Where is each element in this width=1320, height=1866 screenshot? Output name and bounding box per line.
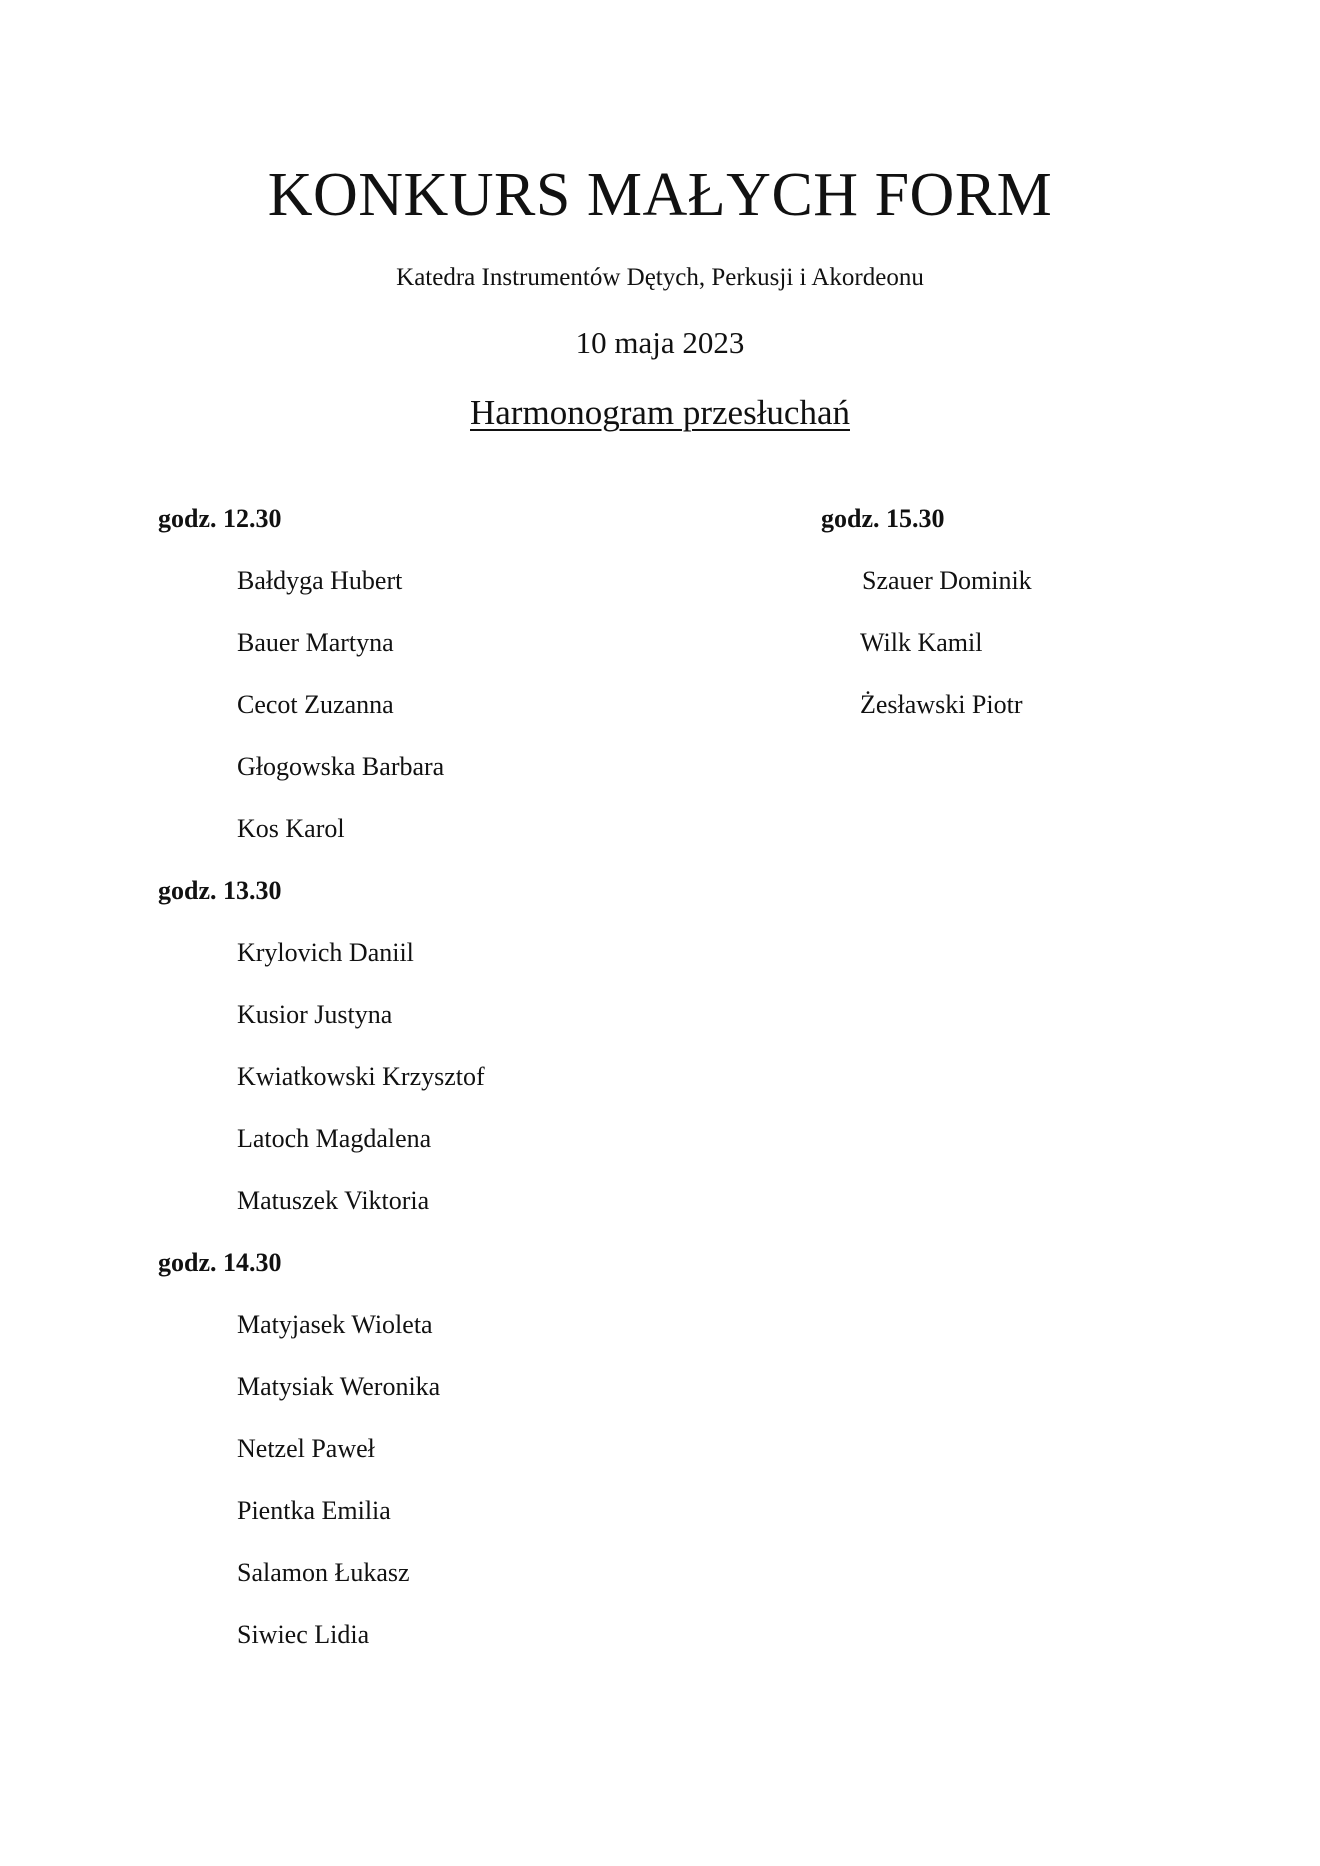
participant-name: Salamon Łukasz bbox=[237, 1558, 410, 1587]
time-slot-1530: godz. 15.30 bbox=[821, 504, 945, 533]
time-slot-1430: godz. 14.30 bbox=[158, 1248, 282, 1277]
participant-name: Krylovich Daniil bbox=[237, 938, 414, 967]
department-name: Katedra Instrumentów Dętych, Perkusji i Akordeonu bbox=[396, 264, 924, 291]
participant-name: Matysiak Weronika bbox=[237, 1372, 441, 1401]
schedule-heading-text: Harmonogram przesłuchań bbox=[470, 393, 850, 432]
participant-name: Siwiec Lidia bbox=[237, 1620, 370, 1649]
participant-name: Matuszek Viktoria bbox=[237, 1186, 430, 1215]
time-slot-1330: godz. 13.30 bbox=[158, 876, 282, 905]
participant-name: Wilk Kamil bbox=[860, 628, 983, 657]
participant-name: Bauer Martyna bbox=[237, 628, 394, 657]
participant-name: Bałdyga Hubert bbox=[237, 566, 403, 595]
document-title: KONKURS MAŁYCH FORM bbox=[267, 161, 1053, 229]
time-slot-1230: godz. 12.30 bbox=[158, 504, 282, 533]
participant-name: Kwiatkowski Krzysztof bbox=[237, 1062, 485, 1091]
participant-name: Żesławski Piotr bbox=[860, 690, 1023, 719]
participant-name: Pientka Emilia bbox=[237, 1496, 391, 1525]
participant-name: Kusior Justyna bbox=[237, 1000, 393, 1029]
participant-name: Latoch Magdalena bbox=[237, 1124, 432, 1153]
participant-name: Kos Karol bbox=[237, 814, 345, 843]
schedule-heading bbox=[0, 392, 1320, 434]
participant-name: Głogowska Barbara bbox=[237, 752, 445, 781]
participant-name: Matyjasek Wioleta bbox=[237, 1310, 433, 1339]
event-date: 10 maja 2023 bbox=[575, 325, 745, 360]
participant-name: Cecot Zuzanna bbox=[237, 690, 394, 719]
participant-name: Netzel Paweł bbox=[237, 1434, 375, 1463]
participant-name: Szauer Dominik bbox=[862, 566, 1032, 595]
